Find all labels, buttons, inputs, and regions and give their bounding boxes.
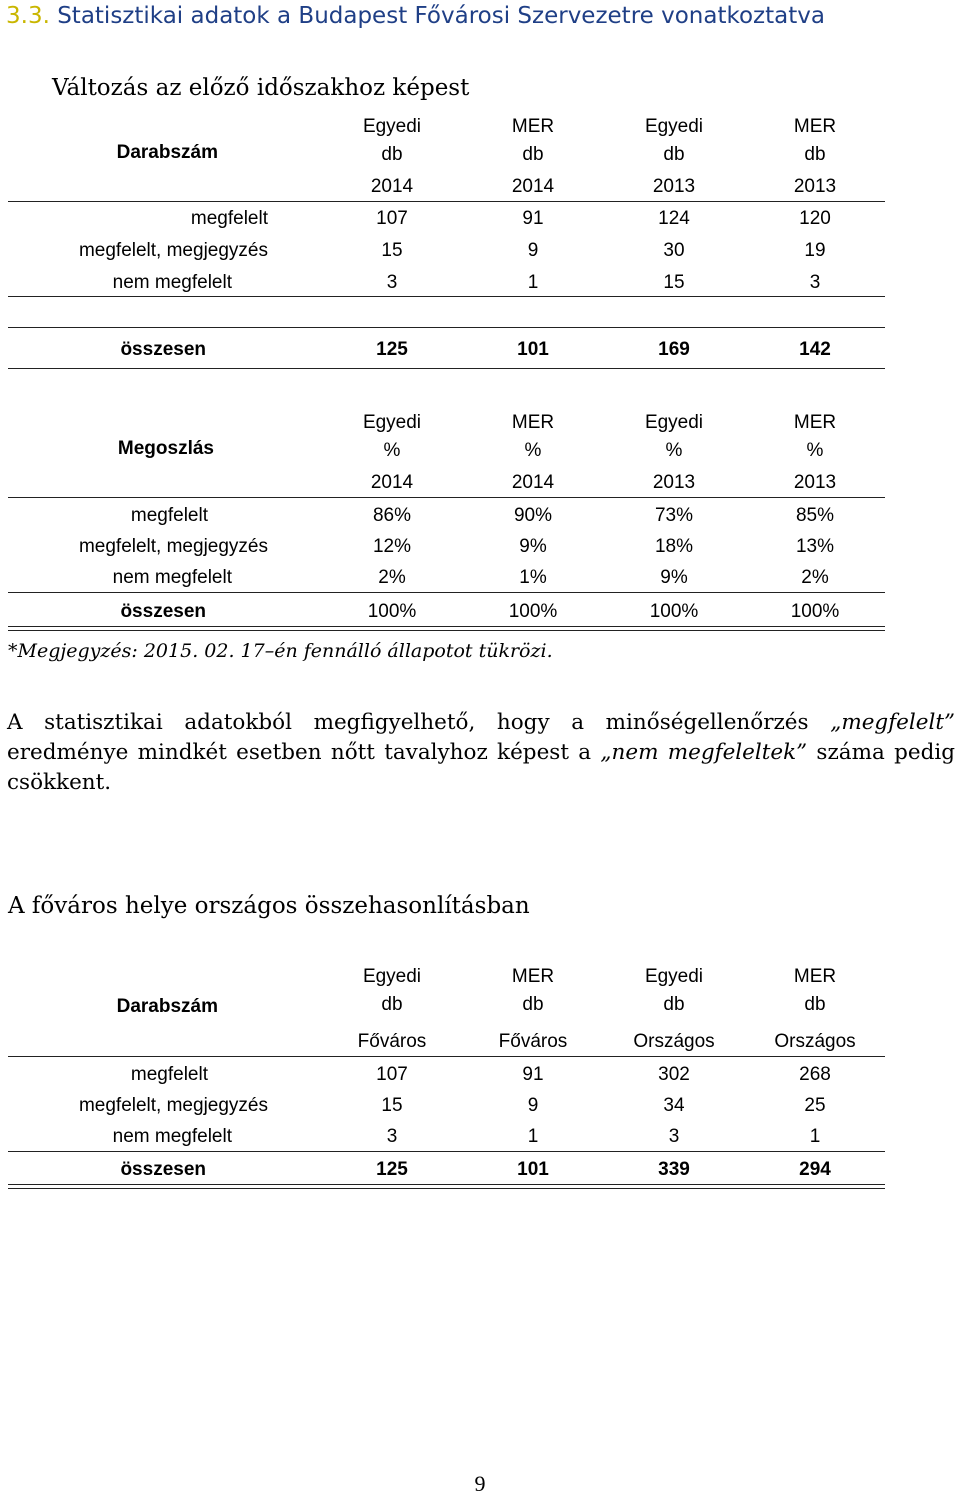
table2-row-label: megfelelt, megjegyzés <box>78 536 268 557</box>
table2-cell: 73% <box>654 505 694 526</box>
table2-total-cell: 100% <box>367 601 417 622</box>
table3-total-cell: 125 <box>376 1159 408 1180</box>
table1-header-line1: MER <box>793 116 837 137</box>
table2-header-line1: Egyedi <box>362 412 422 433</box>
table3-cell: 25 <box>804 1095 826 1116</box>
table1-rule <box>8 296 885 297</box>
table2-header-line2: % <box>806 440 824 461</box>
table1-cell: 91 <box>522 208 544 229</box>
table2-rule <box>8 592 885 593</box>
table1-header-line2: db <box>381 144 403 165</box>
table1-header-year: 2013 <box>652 176 696 197</box>
table1-cell: 124 <box>658 208 690 229</box>
table2-total-label: összesen <box>120 601 206 622</box>
table3-header-line2: db <box>522 994 544 1015</box>
paragraph-text: száma pedig csökkent. <box>7 740 955 795</box>
table3-cell: 1 <box>809 1126 821 1147</box>
table3-total-label: összesen <box>120 1159 206 1180</box>
table3-cell: 91 <box>522 1064 544 1085</box>
table1-cell: 15 <box>381 240 403 261</box>
table3-cell: 9 <box>527 1095 539 1116</box>
table1-cell: 15 <box>663 272 685 293</box>
table2-header-year: 2013 <box>793 472 837 493</box>
table1-header-year: 2014 <box>511 176 555 197</box>
table3-header-region: Főváros <box>498 1031 568 1052</box>
table2-cell: 1% <box>519 567 547 588</box>
table1-header-line2: db <box>522 144 544 165</box>
table1-header-line2: db <box>804 144 826 165</box>
table1-row-label: nem megfelelt <box>112 272 232 293</box>
table2-total-cell: 100% <box>649 601 699 622</box>
table2-header-year: 2013 <box>652 472 696 493</box>
table3-header-line2: db <box>663 994 685 1015</box>
table3-header-line2: db <box>381 994 403 1015</box>
table1-cell: 9 <box>527 240 539 261</box>
table3-row-label: nem megfelelt <box>112 1126 232 1147</box>
table1-total-cell: 169 <box>658 339 690 360</box>
table2-header-line1: MER <box>511 412 555 433</box>
table2-header-line2: % <box>524 440 542 461</box>
table1-row-label: megfelelt, megjegyzés <box>78 240 268 261</box>
paragraph-text: A statisztikai adatokból megfigyelhető, hogy a minőségellenőrzés <box>7 710 831 735</box>
table1-cell: 19 <box>804 240 826 261</box>
table1-header-line1: MER <box>511 116 555 137</box>
table3-cell: 3 <box>668 1126 680 1147</box>
section-number: 3.3. <box>6 3 50 29</box>
table3-header-region: Főváros <box>357 1031 427 1052</box>
table2-header-rule <box>8 497 885 498</box>
table2-header-year: 2014 <box>370 472 414 493</box>
table2-double-rule <box>8 626 885 631</box>
table2-header-year: 2014 <box>511 472 555 493</box>
table3-total-cell: 101 <box>517 1159 549 1180</box>
table2-cell: 85% <box>795 505 835 526</box>
table1-header-rule <box>8 201 885 202</box>
table1-corner: Darabszám <box>116 142 218 163</box>
table2-header-line2: % <box>383 440 401 461</box>
table1-total-cell: 142 <box>799 339 831 360</box>
table1-heading: Változás az előző időszakhoz képest <box>52 75 470 101</box>
table2-total-cell: 100% <box>508 601 558 622</box>
table3-double-rule <box>8 1184 885 1189</box>
table3-header-line2: db <box>804 994 826 1015</box>
table2-row-label: megfelelt <box>130 505 208 526</box>
table2-cell: 12% <box>372 536 412 557</box>
paragraph-quote: „megfelelt” <box>830 710 955 735</box>
table2-cell: 86% <box>372 505 412 526</box>
section-heading <box>6 0 825 32</box>
table2-cell: 90% <box>513 505 553 526</box>
table1-total-cell: 125 <box>376 339 408 360</box>
table2-cell: 18% <box>654 536 694 557</box>
table1-header-line1: Egyedi <box>644 116 704 137</box>
table3-header-line1: Egyedi <box>644 966 704 987</box>
table3-row-label: megfelelt, megjegyzés <box>78 1095 268 1116</box>
table1-cell: 3 <box>809 272 821 293</box>
table1-rule <box>8 327 885 328</box>
table1-cell: 3 <box>386 272 398 293</box>
table3-header-rule <box>8 1056 885 1057</box>
table3-cell: 268 <box>799 1064 831 1085</box>
table2-total-cell: 100% <box>790 601 840 622</box>
table1-row-label: megfelelt <box>190 208 268 229</box>
table1-header-line2: db <box>663 144 685 165</box>
table1-total-label: összesen <box>120 339 206 360</box>
table2-cell: 9% <box>519 536 547 557</box>
table3-header-line1: Egyedi <box>362 966 422 987</box>
table2-corner: Megoszlás <box>117 438 214 459</box>
table2-cell: 9% <box>660 567 688 588</box>
table3-cell: 1 <box>527 1126 539 1147</box>
table1-header-line1: Egyedi <box>362 116 422 137</box>
table1-cell: 107 <box>376 208 408 229</box>
table3-header-line1: MER <box>511 966 555 987</box>
table2-cell: 13% <box>795 536 835 557</box>
table-note: *Megjegyzés: 2015. 02. 17–én fennálló állapotot tükrözi. <box>8 640 553 662</box>
table2-cell: 2% <box>801 567 829 588</box>
table3-header-region: Országos <box>633 1031 715 1052</box>
table3-total-cell: 294 <box>799 1159 831 1180</box>
summary-paragraph <box>7 708 955 798</box>
table3-cell: 15 <box>381 1095 403 1116</box>
section-title: Statisztikai adatok a Budapest Fővárosi Szervezetre vonatkoztatva <box>57 3 825 29</box>
table1-header-year: 2013 <box>793 176 837 197</box>
paragraph-quote: „nem megfeleltek” <box>600 740 808 765</box>
table1-cell: 30 <box>663 240 685 261</box>
table3-total-cell: 339 <box>658 1159 690 1180</box>
table3-cell: 3 <box>386 1126 398 1147</box>
table3-header-line1: MER <box>793 966 837 987</box>
table3-corner: Darabszám <box>116 996 218 1017</box>
table3-rule <box>8 1151 885 1152</box>
table2-row-label: nem megfelelt <box>112 567 232 588</box>
table3-row-label: megfelelt <box>130 1064 208 1085</box>
table1-header-year: 2014 <box>370 176 414 197</box>
table3-cell: 302 <box>658 1064 690 1085</box>
table2-cell: 2% <box>378 567 406 588</box>
table1-bottom-rule <box>8 368 885 369</box>
table3-cell: 107 <box>376 1064 408 1085</box>
table3-header-region: Országos <box>774 1031 856 1052</box>
table2-header-line1: MER <box>793 412 837 433</box>
table3-heading: A főváros helye országos összehasonlításban <box>8 893 530 919</box>
table2-header-line1: Egyedi <box>644 412 704 433</box>
page-number: 9 <box>474 1471 486 1496</box>
table1-cell: 120 <box>799 208 831 229</box>
paragraph-text: eredménye mindkét esetben nőtt tavalyhoz képest a <box>7 740 601 765</box>
table1-cell: 1 <box>527 272 539 293</box>
table2-header-line2: % <box>665 440 683 461</box>
table1-total-cell: 101 <box>517 339 549 360</box>
table3-cell: 34 <box>663 1095 685 1116</box>
